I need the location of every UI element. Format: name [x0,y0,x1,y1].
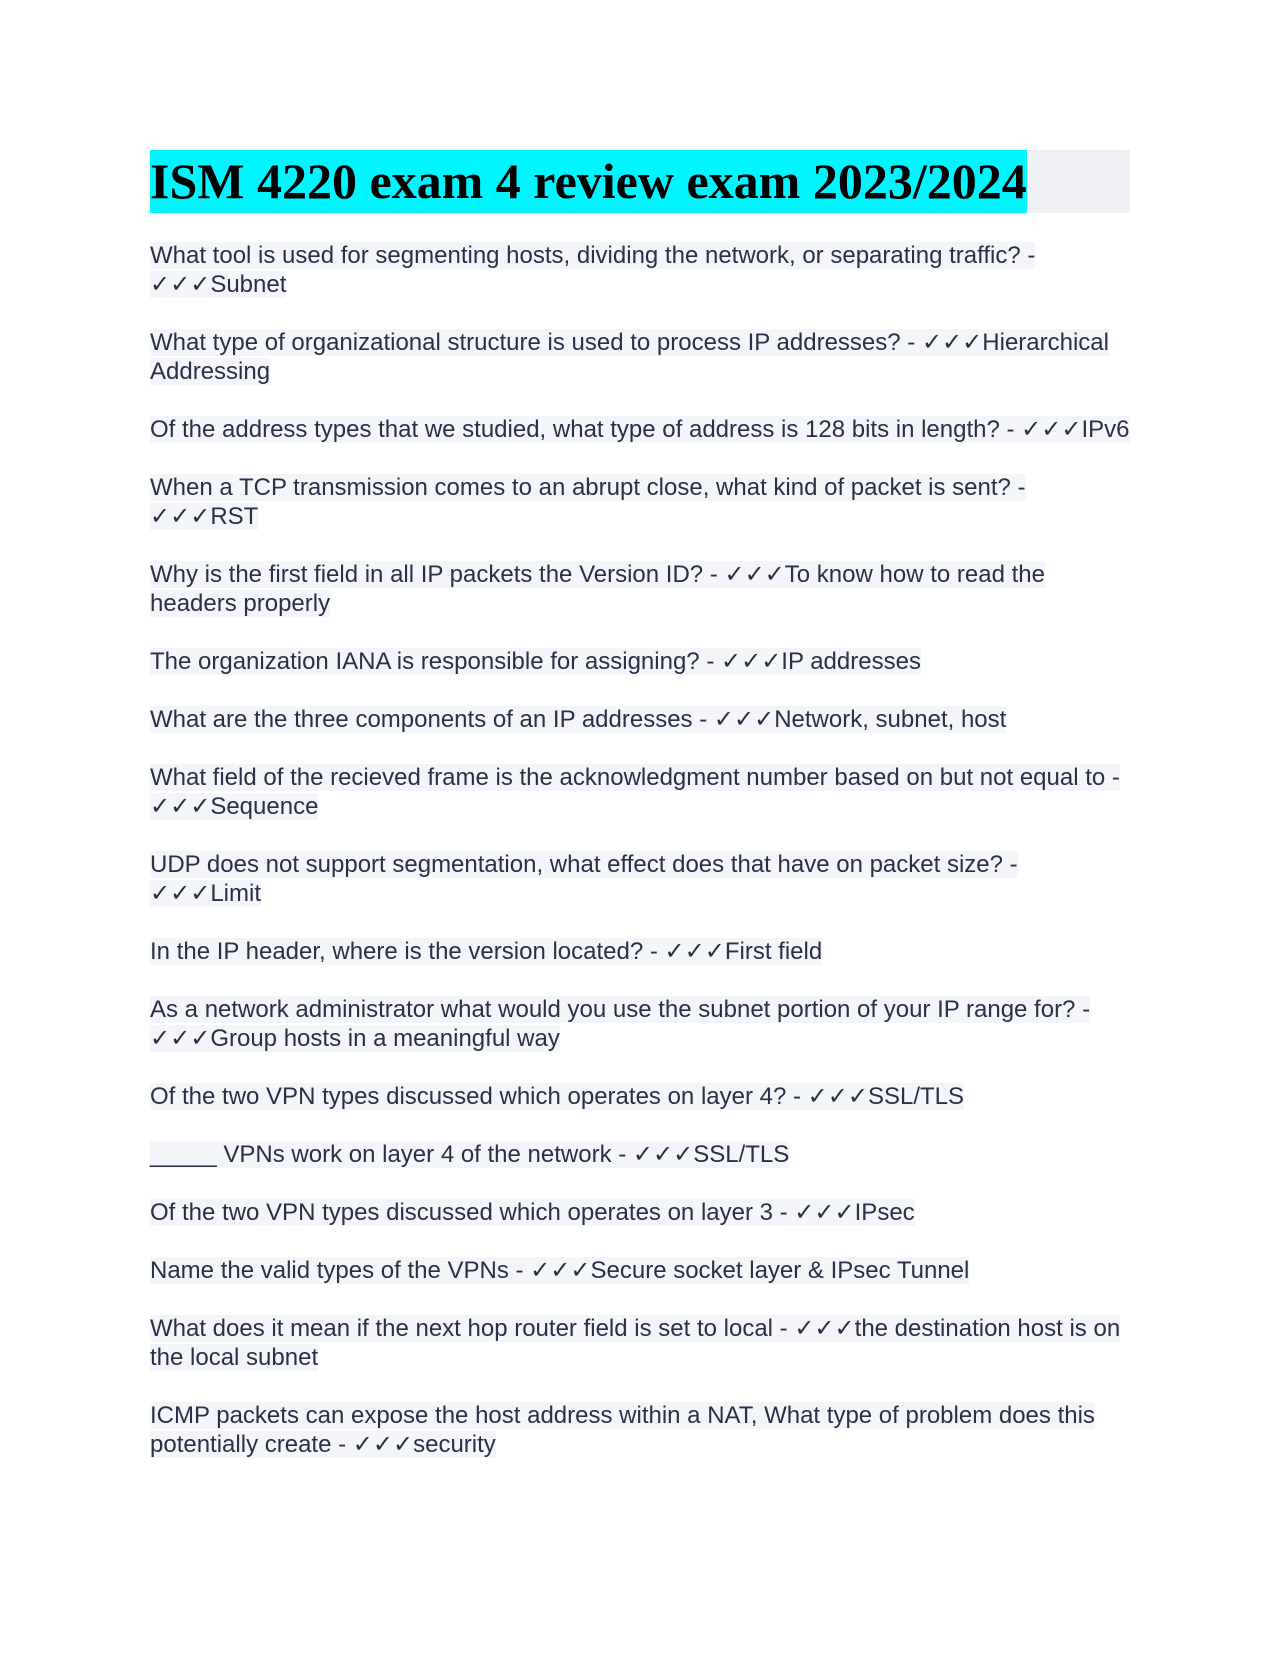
qa-item [150,647,1130,676]
qa-item [150,995,1130,1053]
qa-text: What type of organizational structure is used to process IP addresses? - ✓✓✓Hierarchical Addressing [150,329,1109,385]
qa-text: What field of the recieved frame is the acknowledgment number based on but not equal to - ✓✓✓Sequence [150,764,1120,820]
qa-text: The organization IANA is responsible for assigning? - ✓✓✓IP addresses [150,648,921,675]
qa-item [150,1314,1130,1372]
qa-item [150,1082,1130,1111]
qa-text: As a network administrator what would you use the subnet portion of your IP range for? - ✓✓✓Group hosts in a meaningful way [150,996,1091,1052]
qa-text: UDP does not support segmentation, what effect does that have on packet size? - ✓✓✓Limit [150,851,1018,907]
qa-text: When a TCP transmission comes to an abrupt close, what kind of packet is sent? - ✓✓✓RST [150,474,1026,530]
qa-item [150,1140,1130,1169]
qa-text: Of the address types that we studied, what type of address is 128 bits in length? - ✓✓✓IPv6 [150,416,1130,443]
qa-item [150,328,1130,386]
qa-item [150,937,1130,966]
qa-text: Name the valid types of the VPNs - ✓✓✓Secure socket layer & IPsec Tunnel [150,1257,970,1284]
qa-text: What tool is used for segmenting hosts, dividing the network, or separating traffic? - ✓✓✓Subnet [150,242,1036,298]
title-band [150,150,1130,213]
document-page [150,150,1140,1488]
qa-text: What does it mean if the next hop router field is set to local - ✓✓✓the destination host is on the local subnet [150,1315,1121,1371]
qa-text: What are the three components of an IP addresses - ✓✓✓Network, subnet, host [150,706,1007,733]
qa-item [150,705,1130,734]
qa-item [150,473,1130,531]
qa-item [150,763,1130,821]
page-title: ISM 4220 exam 4 review exam 2023/2024 [150,150,1027,213]
qa-text: Why is the first field in all IP packets the Version ID? - ✓✓✓To know how to read the headers properly [150,561,1045,617]
qa-item [150,850,1130,908]
qa-item [150,415,1130,444]
qa-text: Of the two VPN types discussed which operates on layer 4? - ✓✓✓SSL/TLS [150,1083,965,1110]
qa-text: _____ VPNs work on layer 4 of the network - ✓✓✓SSL/TLS [150,1141,790,1168]
qa-item [150,1256,1130,1285]
qa-item [150,1401,1130,1459]
qa-item [150,560,1130,618]
qa-list [150,241,1140,1459]
qa-text: ICMP packets can expose the host address within a NAT, What type of problem does this potentially create - ✓✓✓security [150,1402,1095,1458]
qa-text: Of the two VPN types discussed which operates on layer 3 - ✓✓✓IPsec [150,1199,915,1226]
qa-item [150,241,1130,299]
qa-text: In the IP header, where is the version located? - ✓✓✓First field [150,938,823,965]
qa-item [150,1198,1130,1227]
